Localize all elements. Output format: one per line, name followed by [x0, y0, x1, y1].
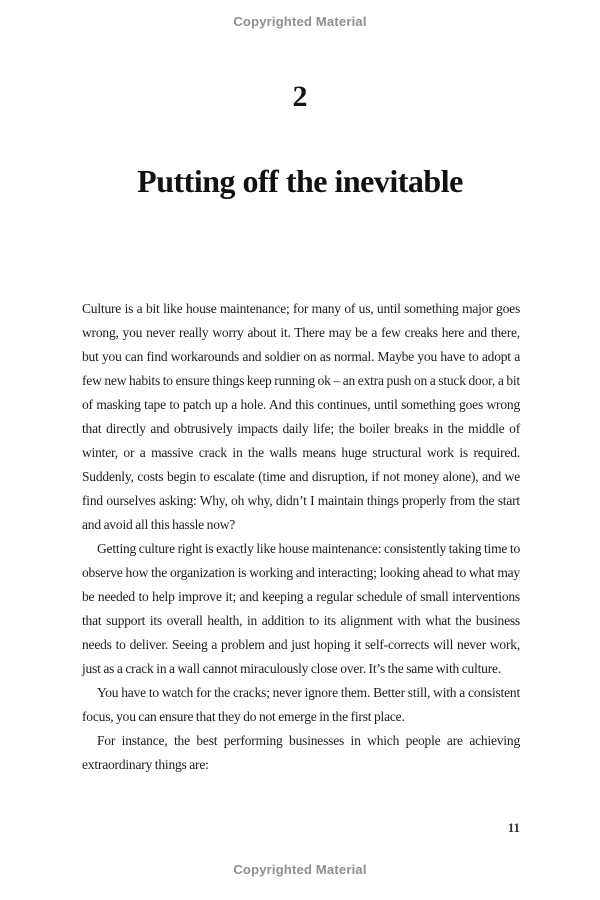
body-paragraph: Culture is a bit like house maintenance; for many of us, until something major goes wrong, you never really worry about it. There may be a few creaks here and there, but you can find workarounds and soldier on as normal. Maybe you have to adopt a few new habits to ensure things keep running ok – an extra push on a stuck door, a bit of masking tape to patch up a hole. And this continues, until something goes wrong that directly and obtrusively impacts daily life; the boiler breaks in the middle of winter, or a massive crack in the walls means huge structural work is required. Suddenly, costs begin to escalate (time and disruption, if not money alone), and we find ourselves asking: Why, oh why, didn’t I maintain things properly from the start and avoid all this hassle now?: [82, 301, 520, 532]
body-paragraph: Getting culture right is exactly like house maintenance: consistently taking time to observe how the organization is working and interacting; looking ahead to what may be needed to help improve it; and keeping a regular schedule of small interventions that support its overall health, in addition to its alignment with what the business needs to deliver. Seeing a problem and just hoping it self-corrects will never work, just as a crack in a wall cannot miraculously close over. It’s the same with culture.: [82, 541, 520, 676]
body-text-block: [82, 297, 520, 777]
copyright-notice-top: Copyrighted Material: [233, 14, 367, 29]
copyright-notice-bottom: Copyrighted Material: [233, 862, 367, 877]
page-number: 11: [507, 820, 520, 835]
body-paragraph: You have to watch for the cracks; never ignore them. Better still, with a consistent focus, you can ensure that they do not emerge in the first place.: [82, 685, 520, 724]
chapter-number: 2: [292, 80, 308, 113]
chapter-title: Putting off the inevitable: [137, 163, 463, 200]
body-paragraph: For instance, the best performing businesses in which people are achieving extraordinary things are:: [82, 733, 520, 772]
